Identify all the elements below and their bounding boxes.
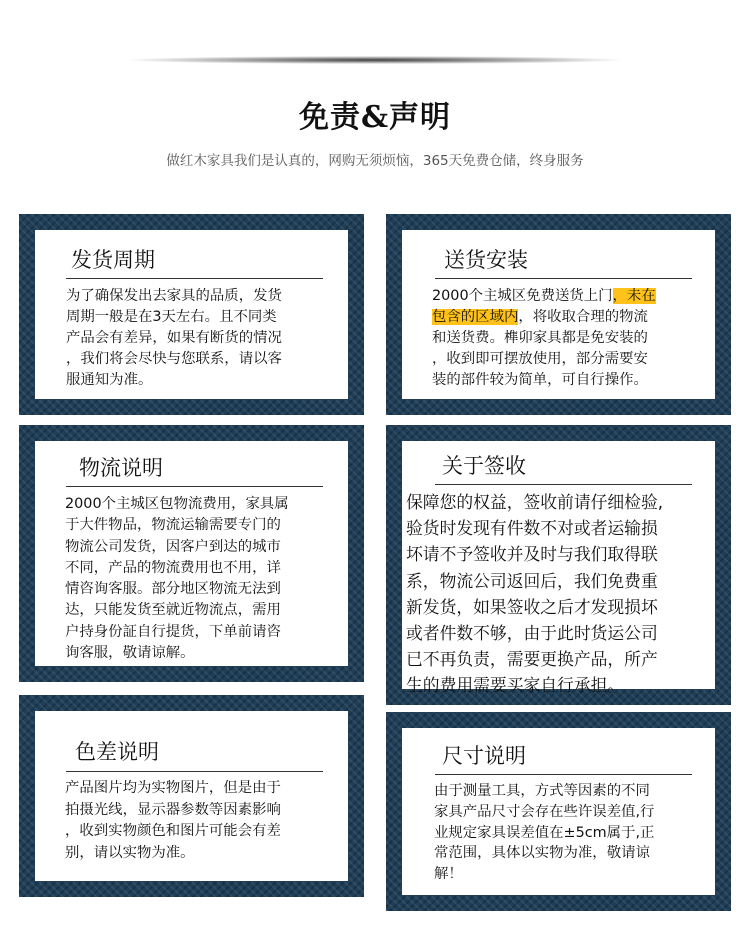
text-line: ，收到实物颜色和图片可能会有差 — [65, 823, 281, 840]
text-line — [432, 286, 656, 307]
card-dimensions — [386, 712, 731, 911]
card-text — [434, 781, 654, 885]
text-run: ，将收取合理的物流 — [518, 309, 648, 325]
text-line: 询客服，敬请谅解。 — [65, 645, 195, 662]
card-divider — [435, 774, 692, 775]
text-line: 和送货费。榫卯家具都是免安装的 — [432, 330, 648, 346]
page-subtitle: 做红木家具我们是认真的，网购无须烦恼，365天免费仓储，终身服务 — [166, 153, 584, 169]
text-line: 达，只能发货至就近物流点，需用 — [65, 602, 281, 619]
text-line: 系，物流公司返回后，我们免费重 — [406, 570, 658, 591]
card-logistics — [19, 425, 364, 682]
page-title: 免责&声明 — [298, 100, 452, 135]
text-line: 不同，产品的物流费用也不用，详 — [65, 559, 281, 576]
card-inner — [35, 711, 348, 881]
text-line: 或者件数不够，由于此时货运公司 — [406, 623, 658, 644]
text-line: ，收到即可摆放使用，部分需要安 — [432, 351, 648, 367]
card-inner — [402, 441, 715, 696]
card-receipt — [386, 425, 731, 705]
card-inner — [402, 728, 715, 895]
card-inner — [35, 441, 348, 666]
text-line — [432, 307, 656, 328]
text-line: 2000个主城区包物流费用，家具属 — [65, 496, 289, 512]
card-inner — [35, 230, 348, 399]
card-title: 尺寸说明 — [442, 744, 526, 768]
card-inner — [402, 230, 715, 399]
card-divider — [435, 278, 692, 279]
text-line: 情咨询客服。部分地区物流无法到 — [65, 581, 281, 598]
text-line: 产品图片均为实物图片，但是由于 — [65, 780, 281, 796]
card-shipping-cycle — [19, 214, 364, 415]
text-line: 坏请不予签收并及时与我们取得联 — [406, 544, 658, 565]
card-divider — [435, 484, 692, 485]
text-run: 2000个主城区免费送货上门 — [432, 288, 613, 304]
header-divider — [130, 56, 620, 64]
text-line: 户持身份証自行提货，下单前请咨 — [65, 623, 281, 640]
text-line: ，我们将会尽快与您联系，请以客 — [66, 351, 282, 367]
text-line: 验货时发现有件数不对或者运输损 — [406, 518, 658, 539]
card-divider — [66, 486, 323, 487]
text-line: 为了确保发出去家具的品质，发货 — [66, 288, 282, 304]
card-title: 送货安装 — [444, 248, 528, 272]
text-line: 生的费用需要买家自行承担。 — [406, 675, 625, 696]
card-text — [66, 286, 282, 391]
card-text — [432, 286, 656, 391]
card-delivery-install — [386, 214, 731, 415]
card-title: 色差说明 — [75, 740, 159, 764]
card-divider — [66, 278, 323, 279]
text-line: 常范围，具体以实物为准，敬请谅 — [434, 845, 650, 862]
text-line: 周期一般是在3天左右。且不同类 — [66, 309, 277, 325]
highlighted-text: ，未在 — [612, 288, 656, 304]
text-line: 业规定家具误差值在±5cm属于,正 — [434, 824, 655, 841]
text-line: 保障您的权益，签收前请仔细检验, — [406, 492, 664, 512]
text-line: 拍摄光线，显示器参数等因素影响 — [65, 801, 281, 818]
card-title: 关于签收 — [442, 454, 526, 478]
text-line: 别，请以实物为准。 — [65, 844, 195, 861]
card-divider — [66, 771, 323, 772]
text-line: 产品会有差异，如果有断货的情况 — [66, 330, 282, 346]
text-line: 于大件物品，物流运输需要专门的 — [65, 517, 281, 534]
text-line: 新发货，如果签收之后才发现损坏 — [406, 596, 658, 617]
text-line: 解！ — [434, 866, 463, 883]
card-title: 物流说明 — [79, 456, 163, 480]
card-text — [65, 494, 289, 664]
card-title: 发货周期 — [71, 248, 155, 272]
card-text — [65, 778, 281, 864]
text-line: 装的部件较为简单，可自行操作。 — [432, 372, 648, 388]
text-line: 已不再负责，需要更换产品，所产 — [406, 649, 658, 670]
highlighted-text: 包含的区域内 — [432, 309, 519, 325]
text-line: 物流公司发货，因客户到达的城市 — [65, 538, 281, 555]
text-line: 服通知为准。 — [66, 372, 153, 388]
card-text — [406, 489, 663, 699]
text-line: 家具产品尺寸会存在些许误差值,行 — [434, 803, 655, 820]
card-color-difference — [19, 695, 364, 897]
text-line: 由于测量工具，方式等因素的不同 — [434, 783, 650, 799]
